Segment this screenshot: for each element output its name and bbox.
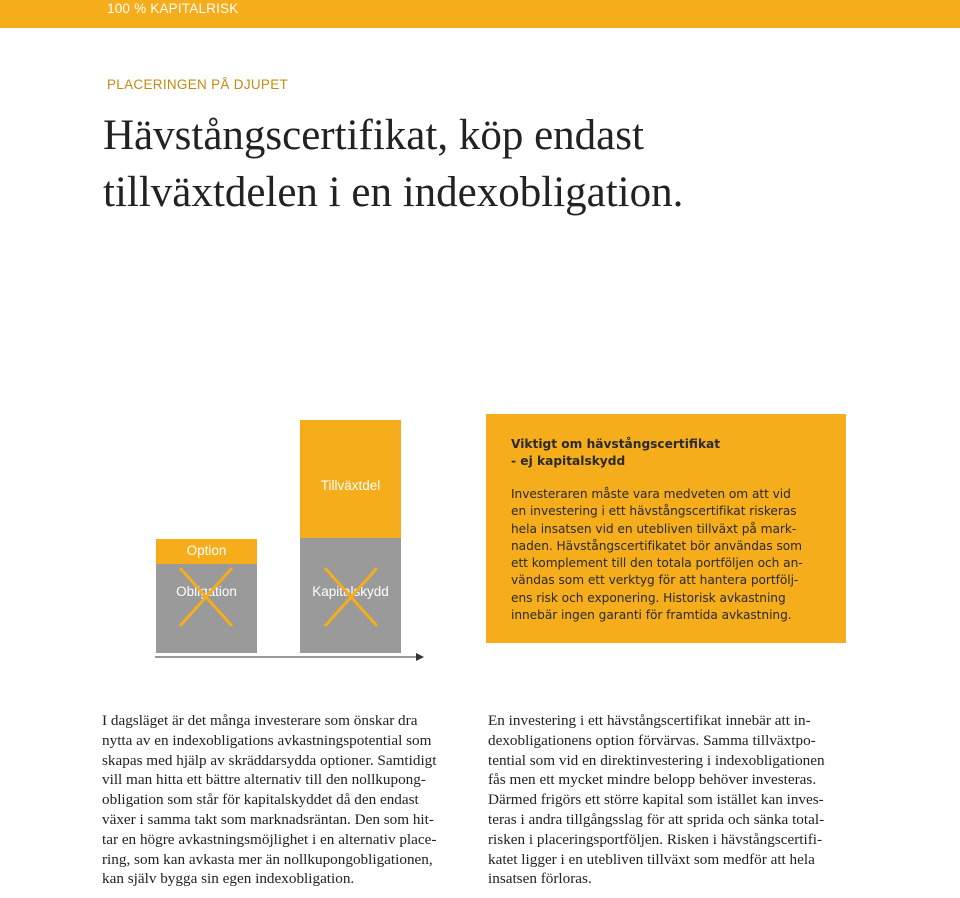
section-header-bar — [0, 0, 960, 28]
warning-info-box — [486, 414, 846, 643]
body-line: nytta av en indexobligations avkastningspotential som — [102, 731, 432, 749]
cross-out-icon — [178, 566, 234, 628]
axis-arrow — [155, 653, 425, 661]
info-box-title-line: Viktigt om hävstångscertifikat — [511, 437, 721, 451]
page-title — [103, 107, 863, 221]
info-box-line: hela insatsen vid en utebliven tillväxt på mark- — [511, 521, 797, 536]
body-column-right — [488, 711, 858, 889]
body-line: tar en högre avkastningsmöjlighet i en alternativ place- — [102, 830, 437, 848]
body-line: katet ligger i en utebliven tillväxt som medför att hela — [488, 850, 815, 868]
info-box-line: innebär ingen garanti för framtida avkastning. — [511, 608, 792, 623]
body-line: insatsen förloras. — [488, 870, 592, 888]
left-bar-top-label: Option — [186, 543, 227, 558]
body-line: obligation som står för kapitalskyddet då den endast — [102, 791, 419, 809]
body-line: I dagsläget är det många investerare som önskar dra — [102, 712, 418, 729]
body-line: tential som vid en direktinvestering i indexobligationen — [488, 751, 825, 769]
body-line: skapas med hjälp av skräddarsydda optioner. Samtidigt — [102, 751, 437, 769]
body-line: kan själv bygga sin egen indexobligation. — [102, 870, 355, 888]
right-bar-bottom-label: Kapitalskydd — [312, 584, 389, 599]
kicker-label: PLACERINGEN PÅ DJUPET — [107, 77, 289, 92]
info-box-line: en investering i ett hävstångscertifikat riskeras — [511, 504, 797, 519]
body-column-left — [102, 711, 472, 889]
info-box-line: ett komplement till den totala portföljen och an- — [511, 556, 803, 571]
right-bar-top-label: Tillväxtdel — [320, 478, 381, 493]
info-box-line: Investeraren måste vara medveten om att vid — [511, 487, 791, 501]
section-label: 100 % KAPITALRISK — [107, 1, 239, 16]
page-title-line: tillväxtdelen i en indexobligation. — [103, 169, 684, 216]
body-line: risken i placeringsportföljen. Risken i hävstångscertifi- — [488, 830, 823, 848]
body-line: En investering i ett hävstångscertifikat innebär att in- — [488, 712, 811, 729]
cross-out-icon — [323, 566, 379, 628]
body-line: växer i samma takt som marknadsräntan. Den som hit- — [102, 810, 434, 828]
body-line: Därmed frigörs ett större kapital som istället kan inves- — [488, 791, 824, 809]
body-line: fås men ett mycket mindre belopp behöver investeras. — [488, 771, 817, 789]
page-title-line: Hävstångscertifikat, köp endast — [103, 112, 644, 159]
info-box-line: ens risk och exponering. Historisk avkastning — [511, 590, 786, 605]
body-line: ring, som kan avkasta mer än nollkupongobligationen, — [102, 850, 433, 868]
body-line: teras i andra tillgångsslag för att sprida och sänka total- — [488, 810, 825, 828]
info-box-body — [511, 486, 826, 624]
info-box-line: naden. Hävstångscertifikatet bör användas som — [511, 538, 802, 553]
left-bar-bottom-label: Obligation — [176, 584, 237, 599]
info-box-title — [511, 436, 826, 470]
body-line: vill man hitta ett bättre alternativ till den nollkupong- — [102, 771, 426, 789]
info-box-line: vändas som ett verktyg för att hantera portfölj- — [511, 573, 799, 588]
body-line: dexobligationens option förvärvas. Samma tillväxtpo- — [488, 731, 816, 749]
info-box-title-line: - ej kapitalskydd — [511, 454, 626, 468]
